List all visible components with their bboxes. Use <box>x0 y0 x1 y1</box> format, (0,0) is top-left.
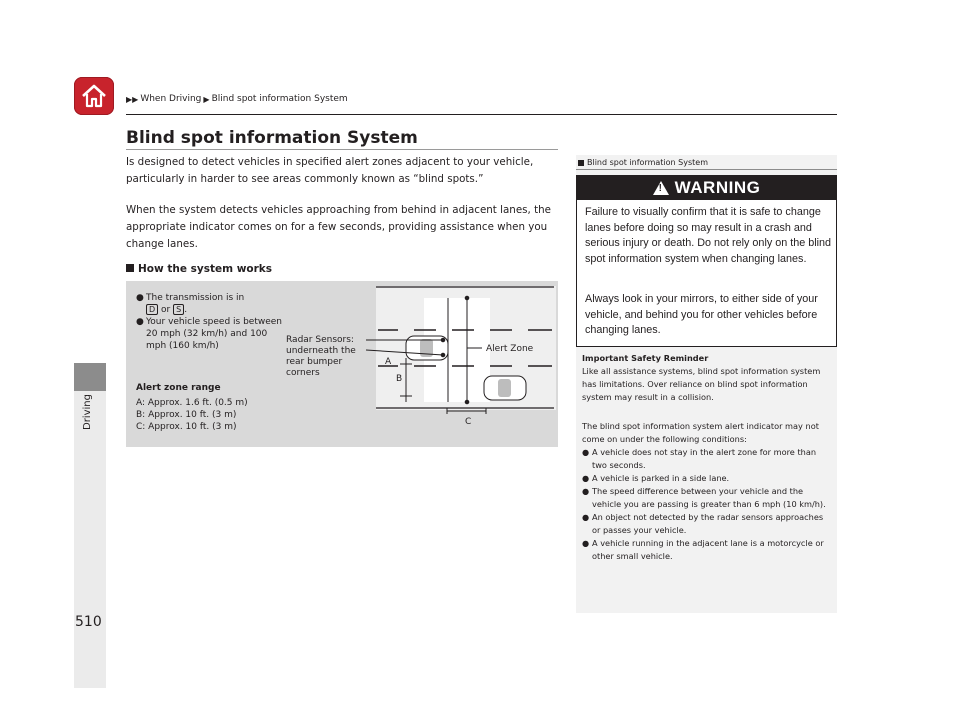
radar-label-line-2: underneath the <box>286 346 356 356</box>
warning-triangle-icon: ! <box>653 181 669 195</box>
shift-d-key-icon: D <box>146 304 158 315</box>
page-title: Blind spot information System <box>126 128 418 148</box>
range-c: C: Approx. 10 ft. (3 m) <box>136 422 237 432</box>
bullet-icon: ● <box>582 486 590 496</box>
condition-text: The transmission is in <box>146 293 245 303</box>
important-reminder-title: Important Safety Reminder <box>582 353 709 363</box>
breadcrumb <box>126 94 348 104</box>
condition-text-end: . <box>184 305 188 315</box>
important-reminder-body: Like all assistance systems, blind spot information system has limitations. Over reliance on blind spot information system may result in a collision. <box>582 366 821 402</box>
alert-zone-diagram <box>284 284 556 434</box>
warning-label: WARNING <box>674 178 761 197</box>
detail-paragraph: When the system detects vehicles approaching from behind in adjacent lanes, the appropriate indicator comes on for a few seconds, providing assistance when you change lanes. <box>126 204 551 250</box>
dimension-label-a: A <box>385 357 392 367</box>
radar-label-line-1: Radar Sensors: <box>286 335 354 345</box>
square-bullet-icon <box>126 264 134 272</box>
breadcrumb-item-blind-spot[interactable]: Blind spot information System <box>211 94 348 104</box>
breadcrumb-item-when-driving[interactable]: When Driving <box>140 94 202 104</box>
list-item <box>136 316 286 352</box>
condition-text: The speed difference between your vehicle and the vehicle you are passing is greater than 6 mph (10 km/h). <box>592 486 826 509</box>
range-a: A: Approx. 1.6 ft. (0.5 m) <box>136 398 248 408</box>
condition-text: A vehicle running in the adjacent lane is a motorcycle or other small vehicle. <box>592 538 824 561</box>
approaching-vehicle-icon <box>484 376 526 400</box>
list-item <box>136 292 286 316</box>
condition-text: A vehicle does not stay in the alert zone for more than two seconds. <box>592 447 817 470</box>
chevron-right-icon: ▶▶ <box>126 94 139 104</box>
home-icon <box>80 82 108 110</box>
bullet-icon: ● <box>136 317 144 327</box>
bullet-icon: ● <box>582 512 590 522</box>
side-tab-label: Driving <box>82 394 93 430</box>
chevron-right-icon: ▶ <box>203 94 210 104</box>
bullet-icon: ● <box>136 293 144 303</box>
section-heading-text: How the system works <box>138 263 273 275</box>
note-marker-icon <box>578 160 584 166</box>
conditions-list <box>582 446 832 563</box>
list-item <box>582 472 832 485</box>
sidebar-note-heading-text: Blind spot information System <box>587 158 708 167</box>
bullet-icon: ● <box>582 473 590 483</box>
alert-zone-label: Alert Zone <box>486 344 534 354</box>
alert-zone-range-title: Alert zone range <box>136 383 221 393</box>
header-rule <box>126 114 837 115</box>
warning-text: Failure to visually confirm that it is safe to change lanes before doing so may result in a crash and serious injury or death. Do not rely only on the blind spot information system when changing lanes. <box>585 206 832 265</box>
warning-text-mirrors: Always look in your mirrors, to either side of your vehicle, and behind you for other vehicles before changing lanes. <box>585 293 818 336</box>
list-item <box>582 537 832 563</box>
condition-text: Your vehicle speed is between 20 mph (32 km/h) and 100 mph (160 km/h) <box>146 317 283 351</box>
home-button[interactable] <box>74 77 114 115</box>
side-tab-marker <box>74 363 106 391</box>
condition-text-or: or <box>161 305 171 315</box>
warning-banner <box>577 176 836 200</box>
dimension-label-b: B <box>396 374 403 384</box>
bullet-icon: ● <box>582 447 590 457</box>
list-item <box>582 446 832 472</box>
section-heading <box>126 263 272 275</box>
figure-conditions <box>136 292 286 352</box>
shift-s-key-icon: S <box>173 304 184 315</box>
list-item <box>582 485 832 511</box>
condition-text: An object not detected by the radar sensors approaches or passes your vehicle. <box>592 512 824 535</box>
list-item <box>582 511 832 537</box>
page-number: 510 <box>75 614 102 630</box>
alert-zone-range-list <box>136 397 248 433</box>
conditions-intro: The blind spot information system alert indicator may not come on under the following conditions: <box>582 421 819 444</box>
radar-label-line-4: corners <box>286 368 320 378</box>
range-b: B: Approx. 10 ft. (3 m) <box>136 410 237 420</box>
sidebar-note-heading <box>576 156 837 170</box>
bullet-icon: ● <box>582 538 590 548</box>
dimension-label-c: C <box>465 417 472 427</box>
title-rule <box>126 149 558 150</box>
intro-paragraph: Is designed to detect vehicles in specified alert zones adjacent to your vehicle, particularly in harder to see areas commonly known as “blind spots.” <box>126 156 534 185</box>
condition-text: A vehicle is parked in a side lane. <box>592 473 730 483</box>
warning-box <box>576 175 837 347</box>
radar-label-line-3: rear bumper <box>286 357 343 367</box>
